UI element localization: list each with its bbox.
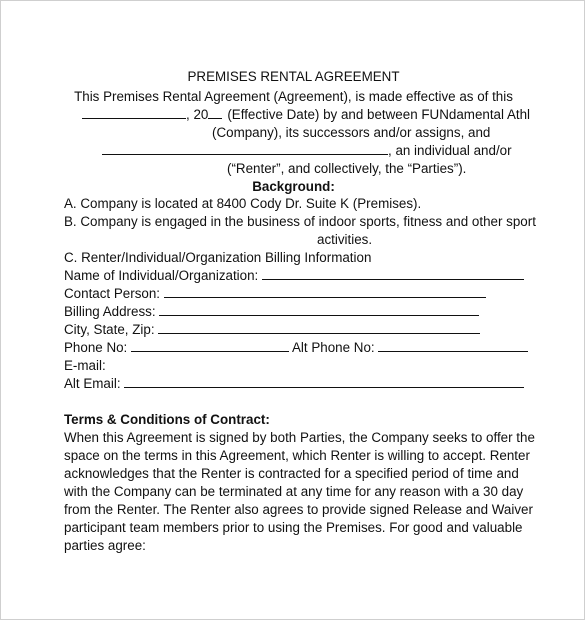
billing-field-label: Billing Address:	[64, 304, 156, 319]
background-heading: Background:	[252, 179, 335, 194]
name-field-label: Name of Individual/Organization:	[64, 268, 259, 283]
contact-field-blank[interactable]	[164, 285, 486, 298]
phone-field-row	[64, 339, 528, 357]
year-blank[interactable]	[208, 106, 222, 119]
name-field-row	[64, 267, 524, 285]
intro-line-5: (“Renter”, and collectively, the “Parties”).	[227, 161, 467, 176]
intro-line-2	[82, 106, 530, 124]
terms-line: acknowledges that the Renter is contracted for a specified period of time and	[64, 466, 519, 481]
email-field-row	[64, 357, 106, 375]
contact-field-label: Contact Person:	[64, 286, 161, 301]
phone-field-label: Phone No:	[64, 340, 128, 355]
year-prefix: , 20	[186, 107, 209, 122]
intro-line-1: This Premises Rental Agreement (Agreement), is made effective as of this	[74, 89, 513, 104]
background-item-c: C. Renter/Individual/Organization Billing Information	[64, 250, 372, 265]
phone-field-blank[interactable]	[131, 339, 289, 352]
city-field-label: City, State, Zip:	[64, 322, 155, 337]
terms-line: When this Agreement is signed by both Parties, the Company seeks to offer the	[64, 430, 535, 445]
billing-field-blank[interactable]	[159, 303, 479, 316]
terms-line: participant team members prior to using the Premises. For good and valuable	[64, 520, 523, 535]
terms-line: parties agree:	[64, 538, 146, 553]
contact-field-row	[64, 285, 486, 303]
email-field-label: E-mail:	[64, 358, 106, 373]
terms-line: from the Renter. The Renter also agrees to provide signed Release and Waiver	[64, 502, 533, 517]
alt-email-field-label: Alt Email:	[64, 376, 121, 391]
alt-email-field-row	[64, 375, 524, 393]
intro-line-4	[102, 142, 512, 160]
alt-phone-field-label: Alt Phone No:	[292, 340, 375, 355]
terms-line: space on the terms in this Agreement, which Renter is willing to accept. Renter	[64, 448, 530, 463]
terms-line: with the Company can be terminated at any time for any reason with a 30 day	[64, 484, 524, 499]
background-item-b: B. Company is engaged in the business of indoor sports, fitness and other sport	[64, 214, 536, 229]
alt-phone-field-blank[interactable]	[378, 339, 528, 352]
background-item-a: A. Company is located at 8400 Cody Dr. Suite K (Premises).	[64, 196, 422, 211]
background-item-b-cont: activities.	[317, 232, 373, 247]
intro-line-4-rest: , an individual and/or	[388, 143, 512, 158]
alt-email-field-blank[interactable]	[124, 375, 524, 388]
city-field-row	[64, 321, 480, 339]
effective-day-blank[interactable]	[82, 106, 186, 119]
intro-line-2-rest: (Effective Date) by and between FUNdamental Athl	[227, 107, 531, 122]
name-field-blank[interactable]	[262, 267, 524, 280]
billing-field-row	[64, 303, 479, 321]
renter-name-blank[interactable]	[102, 142, 388, 155]
document-title: PREMISES RENTAL AGREEMENT	[187, 69, 400, 84]
city-field-blank[interactable]	[158, 321, 480, 334]
terms-heading: Terms & Conditions of Contract:	[64, 412, 270, 427]
intro-line-3: (Company), its successors and/or assigns, and	[212, 125, 491, 140]
